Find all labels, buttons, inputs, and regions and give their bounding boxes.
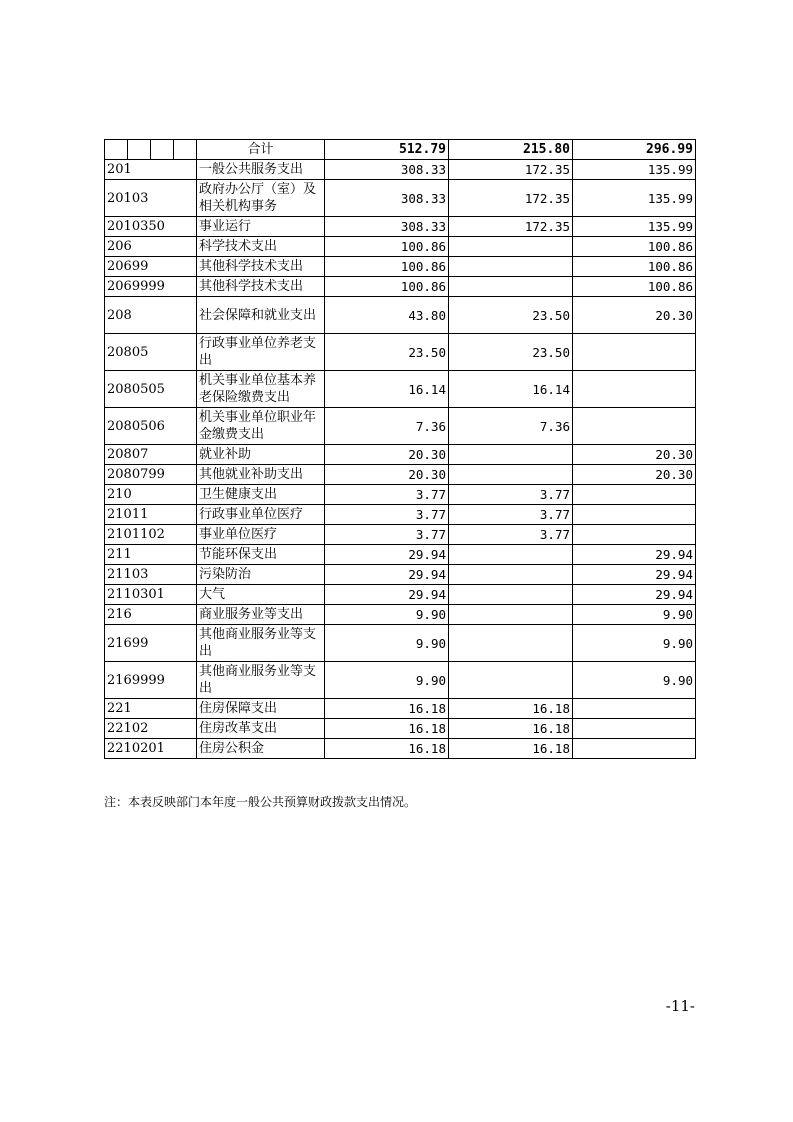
- budget-table-body: [105, 140, 696, 759]
- total-amount: 512.79: [325, 140, 449, 160]
- row-project: [573, 485, 696, 505]
- row-basic: [449, 257, 573, 277]
- table-row: [105, 297, 696, 334]
- row-name: 住房公积金: [197, 739, 325, 759]
- table-row: [105, 465, 696, 485]
- row-basic: 172.35: [449, 160, 573, 180]
- table-row: [105, 545, 696, 565]
- row-code: 221: [105, 699, 197, 719]
- row-project: 20.30: [573, 465, 696, 485]
- row-basic: [449, 565, 573, 585]
- row-code: 20807: [105, 445, 197, 465]
- row-code: 201: [105, 160, 197, 180]
- row-code: 2010350: [105, 217, 197, 237]
- row-code: 208: [105, 297, 197, 334]
- row-total: 16.14: [325, 371, 449, 408]
- table-row: [105, 605, 696, 625]
- row-name: 商业服务业等支出: [197, 605, 325, 625]
- row-project: 100.86: [573, 277, 696, 297]
- row-project: 135.99: [573, 217, 696, 237]
- row-project: [573, 371, 696, 408]
- row-total: 3.77: [325, 485, 449, 505]
- table-row: [105, 699, 696, 719]
- table-note: 注：本表反映部门本年度一般公共预算财政拨款支出情况。: [104, 795, 417, 809]
- row-name: 机关事业单位职业年金缴费支出: [197, 408, 325, 445]
- row-name: 节能环保支出: [197, 545, 325, 565]
- budget-table: [104, 139, 696, 759]
- row-total: 29.94: [325, 565, 449, 585]
- row-total: 100.86: [325, 277, 449, 297]
- row-code: 21699: [105, 625, 197, 662]
- row-code: 2169999: [105, 662, 197, 699]
- row-name: 行政事业单位养老支出: [197, 334, 325, 371]
- row-name: 其他科学技术支出: [197, 277, 325, 297]
- table-row: [105, 662, 696, 699]
- row-name: 一般公共服务支出: [197, 160, 325, 180]
- row-project: [573, 699, 696, 719]
- row-name: 污染防治: [197, 565, 325, 585]
- row-basic: 3.77: [449, 505, 573, 525]
- row-basic: [449, 277, 573, 297]
- row-name: 事业单位医疗: [197, 525, 325, 545]
- row-code: 20103: [105, 180, 197, 217]
- row-total: 7.36: [325, 408, 449, 445]
- row-project: 29.94: [573, 545, 696, 565]
- row-basic: 16.18: [449, 739, 573, 759]
- table-row: [105, 180, 696, 217]
- page-number: -11-: [665, 997, 695, 1015]
- row-code: 22102: [105, 719, 197, 739]
- row-basic: 23.50: [449, 334, 573, 371]
- row-basic: 172.35: [449, 217, 573, 237]
- row-total: 308.33: [325, 160, 449, 180]
- row-code: 20699: [105, 257, 197, 277]
- row-project: [573, 525, 696, 545]
- row-total: 16.18: [325, 719, 449, 739]
- row-code: 216: [105, 605, 197, 625]
- row-code: 2080505: [105, 371, 197, 408]
- row-name: 其他科学技术支出: [197, 257, 325, 277]
- row-project: [573, 505, 696, 525]
- table-row: [105, 237, 696, 257]
- table-row: [105, 371, 696, 408]
- total-name: 合计: [197, 140, 325, 160]
- row-name: 其他商业服务业等支出: [197, 662, 325, 699]
- row-total: 100.86: [325, 257, 449, 277]
- row-basic: 172.35: [449, 180, 573, 217]
- table-row: [105, 217, 696, 237]
- row-project: 20.30: [573, 445, 696, 465]
- row-total: 43.80: [325, 297, 449, 334]
- row-basic: [449, 605, 573, 625]
- table-row: [105, 445, 696, 465]
- row-project: 20.30: [573, 297, 696, 334]
- row-basic: [449, 445, 573, 465]
- table-row: [105, 277, 696, 297]
- row-basic: [449, 662, 573, 699]
- row-total: 3.77: [325, 525, 449, 545]
- row-total: 16.18: [325, 699, 449, 719]
- row-code: 2101102: [105, 525, 197, 545]
- row-total: 9.90: [325, 662, 449, 699]
- row-name: 事业运行: [197, 217, 325, 237]
- row-project: 9.90: [573, 662, 696, 699]
- row-project: 100.86: [573, 257, 696, 277]
- row-project: [573, 408, 696, 445]
- row-total: 16.18: [325, 739, 449, 759]
- row-basic: 3.77: [449, 525, 573, 545]
- table-row: [105, 525, 696, 545]
- row-name: 科学技术支出: [197, 237, 325, 257]
- table-row: [105, 719, 696, 739]
- row-code: 2069999: [105, 277, 197, 297]
- row-total: 20.30: [325, 465, 449, 485]
- row-total: 3.77: [325, 505, 449, 525]
- table-row: [105, 160, 696, 180]
- table-row: [105, 739, 696, 759]
- row-basic: 23.50: [449, 297, 573, 334]
- row-total: 29.94: [325, 545, 449, 565]
- total-basic: 215.80: [449, 140, 573, 160]
- row-name: 机关事业单位基本养老保险缴费支出: [197, 371, 325, 408]
- row-total: 308.33: [325, 217, 449, 237]
- row-total: 29.94: [325, 585, 449, 605]
- row-code: 2110301: [105, 585, 197, 605]
- row-project: 135.99: [573, 160, 696, 180]
- row-total: 308.33: [325, 180, 449, 217]
- table-row: [105, 334, 696, 371]
- row-project: 29.94: [573, 585, 696, 605]
- row-code: 21011: [105, 505, 197, 525]
- row-code: 210: [105, 485, 197, 505]
- table-row: [105, 257, 696, 277]
- table-row: [105, 485, 696, 505]
- table-row: [105, 585, 696, 605]
- total-code-cell: [105, 140, 197, 160]
- row-total: 9.90: [325, 625, 449, 662]
- total-row: [105, 140, 696, 160]
- row-code: 2080506: [105, 408, 197, 445]
- row-name: 卫生健康支出: [197, 485, 325, 505]
- row-code: 206: [105, 237, 197, 257]
- table-row: [105, 565, 696, 585]
- row-basic: [449, 545, 573, 565]
- row-project: [573, 334, 696, 371]
- row-name: 其他就业补助支出: [197, 465, 325, 485]
- row-project: 135.99: [573, 180, 696, 217]
- row-basic: [449, 237, 573, 257]
- row-basic: 16.18: [449, 719, 573, 739]
- row-code: 21103: [105, 565, 197, 585]
- row-code: 20805: [105, 334, 197, 371]
- row-name: 行政事业单位医疗: [197, 505, 325, 525]
- table-row: [105, 408, 696, 445]
- row-basic: [449, 625, 573, 662]
- row-name: 大气: [197, 585, 325, 605]
- row-project: 9.90: [573, 605, 696, 625]
- row-total: 20.30: [325, 445, 449, 465]
- row-basic: [449, 585, 573, 605]
- row-code: 2080799: [105, 465, 197, 485]
- total-project: 296.99: [573, 140, 696, 160]
- row-basic: 16.14: [449, 371, 573, 408]
- row-total: 100.86: [325, 237, 449, 257]
- row-basic: 3.77: [449, 485, 573, 505]
- row-name: 其他商业服务业等支出: [197, 625, 325, 662]
- row-code: 2210201: [105, 739, 197, 759]
- row-project: 100.86: [573, 237, 696, 257]
- row-basic: 16.18: [449, 699, 573, 719]
- row-project: [573, 719, 696, 739]
- row-project: 29.94: [573, 565, 696, 585]
- row-total: 23.50: [325, 334, 449, 371]
- row-project: [573, 739, 696, 759]
- row-name: 社会保障和就业支出: [197, 297, 325, 334]
- row-code: 211: [105, 545, 197, 565]
- row-name: 住房保障支出: [197, 699, 325, 719]
- row-total: 9.90: [325, 605, 449, 625]
- row-basic: [449, 465, 573, 485]
- row-name: 政府办公厅（室）及相关机构事务: [197, 180, 325, 217]
- row-basic: 7.36: [449, 408, 573, 445]
- table-row: [105, 625, 696, 662]
- table-row: [105, 505, 696, 525]
- row-project: 9.90: [573, 625, 696, 662]
- row-name: 就业补助: [197, 445, 325, 465]
- row-name: 住房改革支出: [197, 719, 325, 739]
